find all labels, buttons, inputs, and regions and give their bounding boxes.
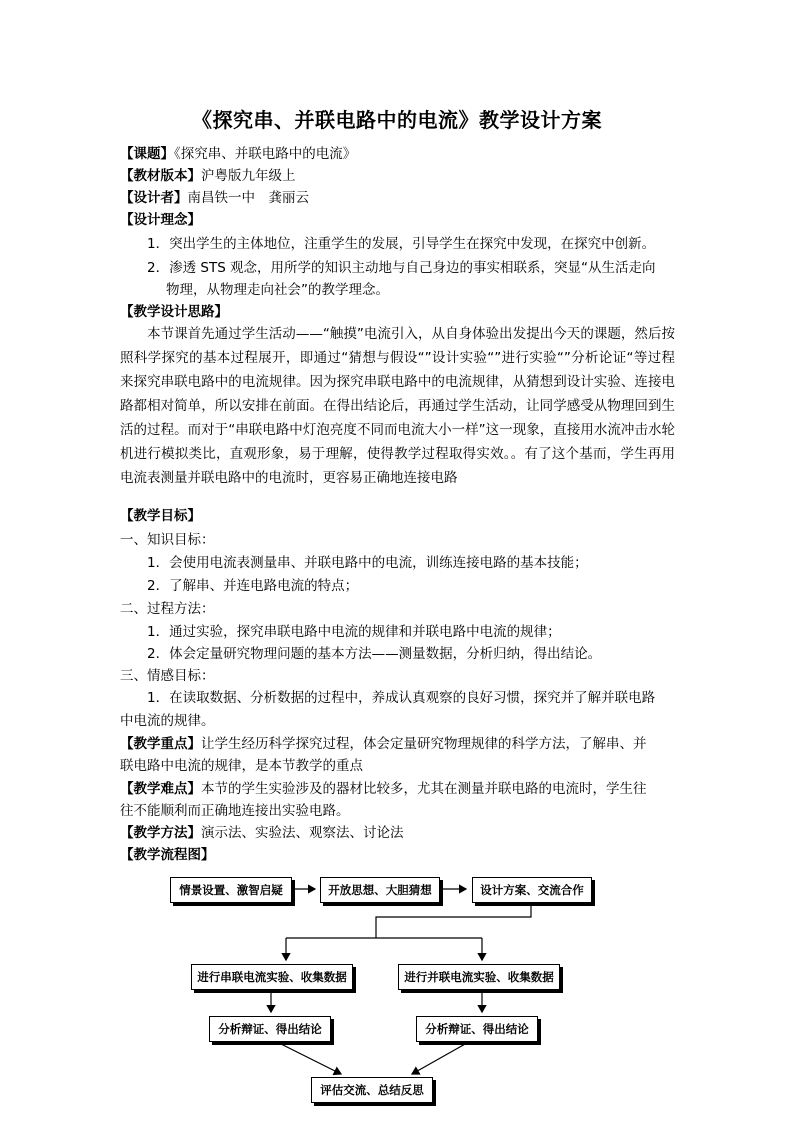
flow-step-design: 设计方案、交流合作 (472, 877, 592, 903)
flow-step-scenario: 情景设置、激智启疑 (170, 877, 292, 903)
concept-item-1: 1．突出学生的主体地位，注重学生的发展，引导学生在探究中发现，在探究中创新。 (147, 236, 656, 252)
methods-label: 【教学方法】 (120, 825, 201, 841)
goal-process-heading: 二、过程方法： (120, 601, 215, 617)
document-title: 《探究串、并联电路中的电流》教学设计方案 (192, 108, 602, 132)
goal-emotion-item-1: 1．在读取数据、分析数据的过程中，养成认真观察的良好习惯，探究并了解并联电路 (147, 690, 656, 706)
goal-emotion-heading: 三、情感目标： (120, 668, 215, 684)
difficulty-text-1: 本节的学生实验涉及的器材比较多，尤其在测量并联电路的电流时，学生往 (201, 781, 647, 797)
concept-label: 【设计理念】 (120, 212, 201, 228)
flow-step-hypothesis: 开放思想、大胆猜想 (320, 877, 440, 903)
flow-heading: 【教学流程图】 (120, 847, 215, 863)
methods-value: 演示法、实验法、观察法、讨论法 (201, 825, 404, 841)
textbook-label: 【教材版本】 (120, 168, 201, 184)
design-heading: 【教学设计思路】 (120, 304, 228, 320)
goals-heading: 【教学目标】 (120, 508, 201, 524)
connector-3-split (376, 900, 531, 938)
key-point-text-1: 让学生经历科学探究过程，体会定量研究物理规律的科学方法，了解串、并 (201, 736, 647, 752)
key-point-line2: 联电路中电流的规律，是本节教学的重点 (120, 758, 363, 774)
goal-process-item-2: 2．体会定量研究物理问题的基本方法——测量数据，分析归纳，得出结论。 (147, 646, 602, 662)
key-point-label: 【教学重点】 (120, 736, 201, 752)
arrow-parallel-eval (412, 1039, 474, 1074)
goal-knowledge-item-2: 2．了解串、并连电路电流的特点； (147, 578, 359, 594)
goal-knowledge-heading: 一、知识目标： (120, 532, 215, 548)
goal-process-item-1: 1．通过实验，探究串联电路中电流的规律和并联电路中电流的规律； (147, 624, 561, 640)
flow-step-parallel-experiment: 进行并联电流实验、收集数据 (398, 964, 560, 990)
topic-label: 【课题】 (120, 146, 174, 162)
goal-emotion-item-1-cont: 中电流的规律。 (120, 713, 215, 729)
designer-label: 【设计者】 (120, 190, 188, 206)
designer-value: 南昌铁一中 龚丽云 (187, 190, 309, 206)
flow-step-series-analysis: 分析辩证、得出结论 (209, 1016, 331, 1042)
topic-value: 《探究串、并联电路中的电流》 (174, 146, 357, 162)
flow-step-evaluation: 评估交流、总结反思 (311, 1077, 433, 1103)
difficulty-line2: 往不能顺利而正确地连接出实验电路。 (120, 803, 350, 819)
flow-step-series-experiment: 进行串联电流实验、收集数据 (191, 964, 353, 990)
goal-knowledge-item-1: 1．会使用电流表测量串、并联电路中的电流，训练连接电路的基本技能； (147, 555, 588, 571)
flow-step-parallel-analysis: 分析辩证、得出结论 (416, 1016, 538, 1042)
difficulty-label: 【教学难点】 (120, 781, 201, 797)
design-paragraph-text: 本节课首先通过学生活动——“触摸”电流引入，从自身体验出发提出今天的课题，然后按照科学探究的基本过程展开，即通过“猜想与假设“”设计实验“”进行实验“”分析论证“等过程来探究串联电路中的电流规律。因为探究串联电路中的电流规律，从猜想到设计实验、连接电路都相对简单，所以安排在前面。在得出结论后，再通过学生活动，让同学感受从物理回到生活的过程。而对于“串联电路中灯泡亮度不同而电流大小一样”这一现象，直接用水流冲击水轮机进行模拟类比，直观形象，易于理解，使得教学过程取得实效。。有了这个基而，学生再用电流表测量并联电路中的电流时，更容易正确地连接电路 (120, 326, 675, 486)
concept-item-2: 2．渗透 STS 观念，用所学的知识主动地与自己身边的事实相联系，突显“从生活走向 (147, 260, 656, 276)
concept-item-2-cont: 物理，从物理走向社会”的教学理念。 (166, 282, 389, 298)
textbook-value: 沪粤版九年级上 (201, 168, 296, 184)
arrow-series-eval (271, 1039, 341, 1074)
